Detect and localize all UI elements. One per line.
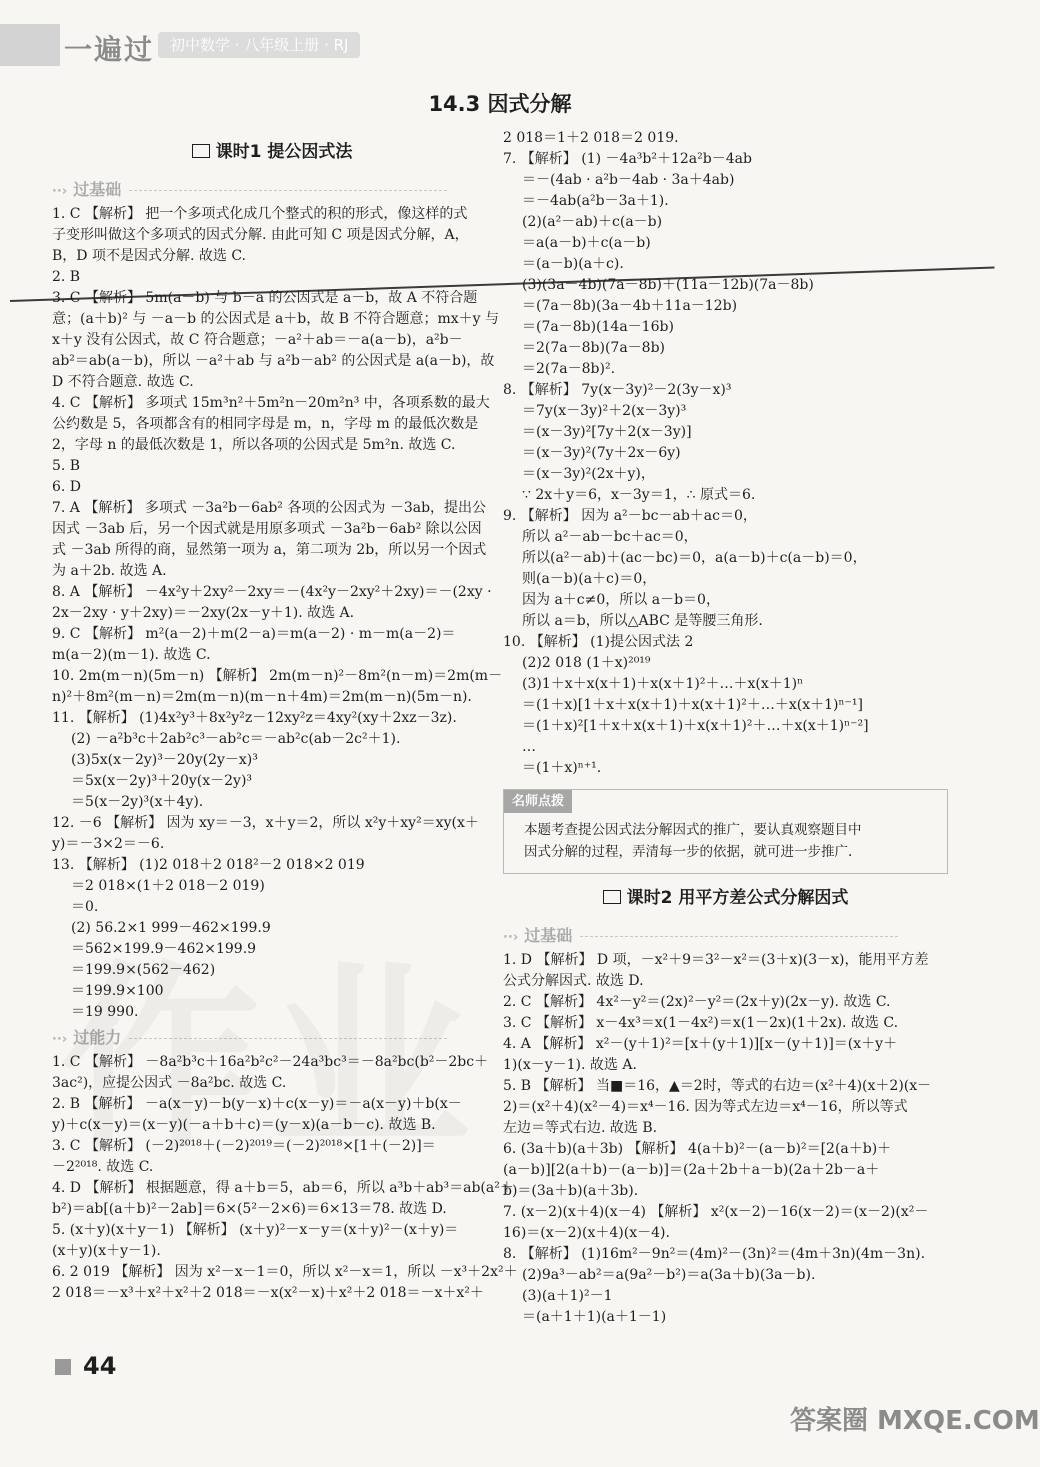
page-footer [55, 1352, 116, 1380]
book-logo: 一遍过 [64, 33, 155, 66]
answer-line: 2 018＝1＋2 018＝2 019. [503, 130, 679, 146]
answer-line: 1. C 【解析】 把一个多项式化成几个整式的积的形式，像这样的式 [52, 206, 468, 222]
answer-line: 3. C 【解析】 x－4x³＝x(1－4x²)＝x(1－2x)(1＋2x). 故选 C. [503, 1015, 899, 1031]
answer-line: ＝19 990. [71, 1004, 139, 1020]
answer-line: ＝5(x－2y)³(x＋4y). [71, 794, 204, 810]
answer-line: (3)5x(x－2y)³－20y(2y－x)³ [71, 752, 258, 768]
lesson-heading [52, 142, 492, 163]
answer-line: 2. B [52, 269, 81, 285]
header-grey-block [0, 24, 60, 66]
answer-line: 6. 2 019 【解析】 因为 x²－x－1＝0，所以 x²－x＝1，所以 －x³＋2x²＋ [52, 1264, 518, 1280]
wing-icon: ∙∙› [52, 1032, 68, 1047]
answer-line: 11. 【解析】 (1)4x²y³＋8x²y²z－12xy²z＝4xy²(xy＋2xz－3z). [52, 710, 457, 726]
answer-line: ＝(x－3y)²(2x＋y)， [522, 466, 655, 482]
lesson-heading-text: 课时2 用平方差公式分解因式 [626, 888, 849, 908]
header-bar [0, 24, 385, 66]
answer-line: 所以 a²－ab－bc＋ac＝0， [522, 529, 698, 545]
answer-line: 1)(x－y－1). 故选 A. [503, 1057, 637, 1073]
answer-line: (2)(a²－ab)＋c(a－b) [522, 214, 663, 230]
teacher-tip-box [503, 789, 948, 874]
answer-line: ＝0. [71, 899, 99, 915]
answer-line: 10. 2m(m－n)(5m－n) 【解析】 2m(m－n)²－8m²(n－m)＝2m(m－ [52, 668, 503, 684]
answer-line: 8. 【解析】 (1)16m²－9n²＝(4m)²－(3n)²＝(4m＋3n)(4m－3n). [503, 1246, 926, 1262]
wing-icon: ∙∙› [52, 184, 68, 199]
answer-line: 4. A 【解析】 x²－(y＋1)²＝[x＋(y＋1)][x－(y＋1)]＝(x＋y＋ [503, 1036, 898, 1052]
subsection-heading-text: 过基础 [524, 926, 573, 945]
answer-line: 1. D 【解析】 D 项，－x²＋9＝3²－x²＝(3＋x)(3－x)，能用平方差 [503, 952, 929, 968]
teacher-tip-label: 名师点拨 [504, 790, 572, 813]
answer-line: 7. (x－2)(x＋4)(x－4) 【解析】 x²(x－2)－16(x－2)＝(x－2)(x²－ [503, 1204, 929, 1220]
answer-line: ＝(7a－8b)(3a－4b＋11a－12b) [522, 298, 738, 314]
answer-line: … [522, 739, 536, 755]
answer-line: 9. C 【解析】 m²(a－2)＋m(2－a)＝m(a－2) · m－m(a－2)＝ [52, 626, 456, 642]
answer-line: 所以(a²－ab)＋(ac－bc)＝0，a(a－b)＋c(a－b)＝0， [522, 550, 867, 566]
answer-line: 2x－2xy · y＋2xy)＝－2xy(2x－y＋1). 故选 A. [52, 605, 355, 621]
subsection-heading-text: 过能力 [73, 1028, 122, 1047]
answer-line: 8. 【解析】 7y(x－3y)²－2(3y－x)³ [503, 382, 732, 398]
answer-line: (3)(3a－4b)(7a－8b)＋(11a－12b)(7a－8b) [522, 277, 814, 293]
answer-line: ＝(a＋1＋1)(a＋1－1) [522, 1309, 667, 1325]
answer-line: (a－b)][2(a＋b)－(a－b)]＝(2a＋2b＋a－b)(2a＋2b－a＋ [503, 1162, 880, 1178]
subsection-heading-text: 过基础 [73, 180, 122, 199]
answer-line: ＝2(7a－8b)(7a－8b) [522, 340, 666, 356]
answer-line: 则(a－b)(a＋c)＝0， [522, 571, 657, 587]
answer-line: b²)＝ab[(a＋b)²－2ab]＝6×(5²－2×6)＝6×13＝78. 故选 D. [52, 1201, 447, 1217]
answer-line: 3ac²)，应提公因式 －8a²bc. 故选 C. [52, 1075, 287, 1091]
lesson-icon [603, 890, 621, 904]
answer-line: 2. C 【解析】 4x²－y²＝(2x)²－y²＝(2x＋y)(2x－y). 故选 C. [503, 994, 891, 1010]
answer-line: 8. A 【解析】 －4x²y＋2xy²－2xy＝－(4x²y－2xy²＋2xy)＝－(2xy · [52, 584, 492, 600]
book-subject-tag: 初中数学 · 八年级上册 · RJ [158, 32, 360, 58]
answer-line: 3. C 【解析】 (－2)²⁰¹⁸＋(－2)²⁰¹⁹＝(－2)²⁰¹⁸×[1＋(－2)]＝ [52, 1138, 436, 1154]
answer-line: ＝－4ab(a²b－3a＋1). [522, 193, 669, 209]
answer-line: (2)9a³－ab²＝a(9a²－b²)＝a(3a＋b)(3a－b). [522, 1267, 816, 1283]
answer-line: 因式 －3ab 后，另一个因式就是用原多项式 －3a²b－6ab² 除以公因 [52, 521, 482, 537]
answer-line: 5. (x＋y)(x＋y－1) 【解析】 (x＋y)²－x－y＝(x＋y)²－(x＋y)＝ [52, 1222, 459, 1238]
answer-line: ＝(x－3y)²(7y＋2x－6y) [522, 445, 681, 461]
answer-line: ＝(1＋x)[1＋x＋x(x＋1)＋x(x＋1)²＋…＋x(x＋1)ⁿ⁻¹] [522, 697, 863, 713]
lesson-heading [503, 888, 948, 909]
site-watermark: 答案圈 MXQE.COM [790, 1406, 1040, 1436]
answer-line: 6. (3a＋b)(a＋3b) 【解析】 4(a＋b)²－(a－b)²＝[2(a＋b)＋ [503, 1141, 892, 1157]
dashed-rule [580, 936, 898, 937]
answer-line: 4. D 【解析】 根据题意，得 a＋b＝5，ab＝6，所以 a³b＋ab³＝ab(a²＋ [52, 1180, 514, 1196]
answer-line: 12. －6 【解析】 因为 xy＝－3，x＋y＝2，所以 x²y＋xy²＝xy(x＋ [52, 815, 479, 831]
answer-line: x＋y 没有公因式，故 C 符合题意；－a²＋ab＝－a(a－b)，a²b－ [52, 332, 463, 348]
answer-line: 为 a＋2b. 故选 A. [52, 563, 167, 579]
right-column [503, 128, 948, 1328]
answer-line: ＝2(7a－8b)². [522, 361, 616, 377]
answer-line: (3)(a＋1)²－1 [522, 1288, 613, 1304]
answer-line: 1. C 【解析】 －8a²b³c＋16a²b²c²－24a³bc³＝－8a²bc(b²－2bc＋ [52, 1054, 489, 1070]
answer-line: m(a－2)(m－1). 故选 C. [52, 647, 211, 663]
lesson-heading-text: 课时1 提公因式法 [215, 142, 353, 162]
answer-line: (x＋y)(x＋y－1). [52, 1243, 161, 1259]
answer-line: ＝a(a－b)＋c(a－b) [522, 235, 651, 251]
answer-line: 2)＝(x²＋4)(x²－4)＝x⁴－16. 因为等式左边＝x⁴－16，所以等式 [503, 1099, 908, 1115]
answer-line: 4. C 【解析】 多项式 15m³n²＋5m²n－20m²n³ 中，各项系数的最大 [52, 395, 490, 411]
answer-line: B，D 项不是因式分解. 故选 C. [52, 248, 246, 264]
answer-line: ＝(7a－8b)(14a－16b) [522, 319, 674, 335]
answer-line: ＝7y(x－3y)²＋2(x－3y)³ [522, 403, 687, 419]
answer-line: ∵ 2x＋y＝6，x－3y＝1，∴ 原式＝6. [522, 487, 756, 503]
answer-line: (2) 56.2×1 999－462×199.9 [71, 920, 271, 936]
subsection-heading [503, 925, 948, 948]
wing-icon: ∙∙› [503, 930, 519, 945]
subsection-heading [52, 179, 492, 202]
answer-line: (2)2 018 (1＋x)²⁰¹⁹ [522, 655, 651, 671]
answer-line: 所以 a＝b，所以△ABC 是等腰三角形. [522, 613, 763, 629]
answer-line: 式 －3ab 所得的商，显然第一项为 a，第二项为 2b，所以另一个因式 [52, 542, 487, 558]
answer-line: y)＋c(x－y)＝(x－y)(－a＋b＋c)＝(y－x)(a－b－c). 故选 B. [52, 1117, 436, 1133]
answer-line: 9. 【解析】 因为 a²－bc－ab＋ac＝0， [503, 508, 757, 524]
answer-line: (3)1＋x＋x(x＋1)＋x(x＋1)²＋…＋x(x＋1)ⁿ [522, 676, 804, 692]
answer-line: 6. D [52, 479, 82, 495]
answer-line: 2，字母 n 的最低次数是 1，所以各项的公因式是 5m²n. 故选 C. [52, 437, 456, 453]
answer-line: (2) －a²b³c＋2ab²c³－ab²c＝－ab²c(ab－2c²＋1). [71, 731, 401, 747]
answer-line: 2. B 【解析】 －a(x－y)－b(y－x)＋c(x－y)＝－a(x－y)＋b(x－ [52, 1096, 462, 1112]
dashed-rule [129, 190, 447, 191]
answer-line: 因为 a＋c≠0，所以 a－b＝0， [522, 592, 720, 608]
answer-line: ＝562×199.9－462×199.9 [71, 941, 257, 957]
answer-line: 10. 【解析】 (1)提公因式法 2 [503, 634, 694, 650]
answer-line: ab²＝ab(a－b)，所以 －a²＋ab 与 a²b－ab² 的公因式是 a(a－b)，故 [52, 353, 495, 369]
answer-line: 13. 【解析】 (1)2 018＋2 018²－2 018×2 019 [52, 857, 365, 873]
answer-line: 7. 【解析】 (1) －4a³b²＋12a²b－4ab [503, 151, 752, 167]
answer-line: 7. A 【解析】 多项式 －3a²b－6ab² 各项的公因式为 －3ab，提出公 [52, 500, 487, 516]
teacher-tip-text: 本题考查提公因式法分解因式的推广，要认真观察题目中 [524, 822, 862, 838]
section-title: 14.3 因式分解 [428, 92, 572, 116]
page-number: 44 [83, 1352, 117, 1380]
answer-line: ＝(a－b)(a＋c). [522, 256, 624, 272]
answer-line: y)＝－3×2＝－6. [52, 836, 165, 852]
answer-line: ＝2 018×(1＋2 018－2 019) [71, 878, 265, 894]
answer-line: ＝199.9×100 [71, 983, 164, 999]
answer-line: ＝(1＋x)ⁿ⁺¹. [522, 760, 602, 776]
answer-line: ＝(x－3y)²[7y＋2(x－3y)] [522, 424, 692, 440]
answer-line: b)＝(3a＋b)(a＋3b). [503, 1183, 639, 1199]
footer-square-icon [55, 1359, 71, 1375]
answer-line: 子变形叫做这个多项式的因式分解. 由此可知 C 项是因式分解，A， [52, 227, 469, 243]
answer-line: －2²⁰¹⁸. 故选 C. [52, 1159, 154, 1175]
answer-line: D 不符合题意. 故选 C. [52, 374, 194, 390]
answer-line: 5. B 【解析】 当■＝16，▲＝2时，等式的右边＝(x²＋4)(x＋2)(x－ [503, 1078, 932, 1094]
answer-line: 左边＝等式右边. 故选 B. [503, 1120, 658, 1136]
answer-line: ＝199.9×(562－462) [71, 962, 216, 978]
answer-line: n)²＋8m²(m－n)＝2m(m－n)(m－n＋4m)＝2m(m－n)(5m－n). [52, 689, 472, 705]
answer-line: 5. B [52, 458, 81, 474]
answer-line: 3. C 【解析】 5m(a－b) 与 b－a 的公因式是 a－b，故 A 不符合题 [52, 290, 478, 306]
answer-line: 16)＝(x－2)(x＋4)(x－4). [503, 1225, 670, 1241]
answer-line: ＝5x(x－2y)³＋20y(x－2y)³ [71, 773, 253, 789]
lesson-icon [192, 144, 210, 158]
answer-line: ＝(1＋x)²[1＋x＋x(x＋1)＋x(x＋1)²＋…＋x(x＋1)ⁿ⁻²] [522, 718, 869, 734]
answer-line: 2 018＝－x³＋x²＋x²＋2 018＝－x(x²－x)＋x²＋2 018＝－x＋x²＋ [52, 1285, 484, 1301]
answer-line: 公式分解因式. 故选 D. [503, 973, 644, 989]
answer-line: 意；(a＋b)² 与 －a－b 的公因式是 a＋b，故 B 不符合题意；mx＋y 与 [52, 311, 499, 327]
background-watermark [60, 900, 480, 1187]
answer-line: 公约数是 5，各项都含有的相同字母是 m，n，字母 m 的最低次数是 [52, 416, 479, 432]
answer-line: ＝－(4ab · a²b－4ab · 3a＋4ab) [522, 172, 735, 188]
teacher-tip-text: 因式分解的过程，弄清每一步的依据，就可进一步推广. [524, 844, 853, 860]
